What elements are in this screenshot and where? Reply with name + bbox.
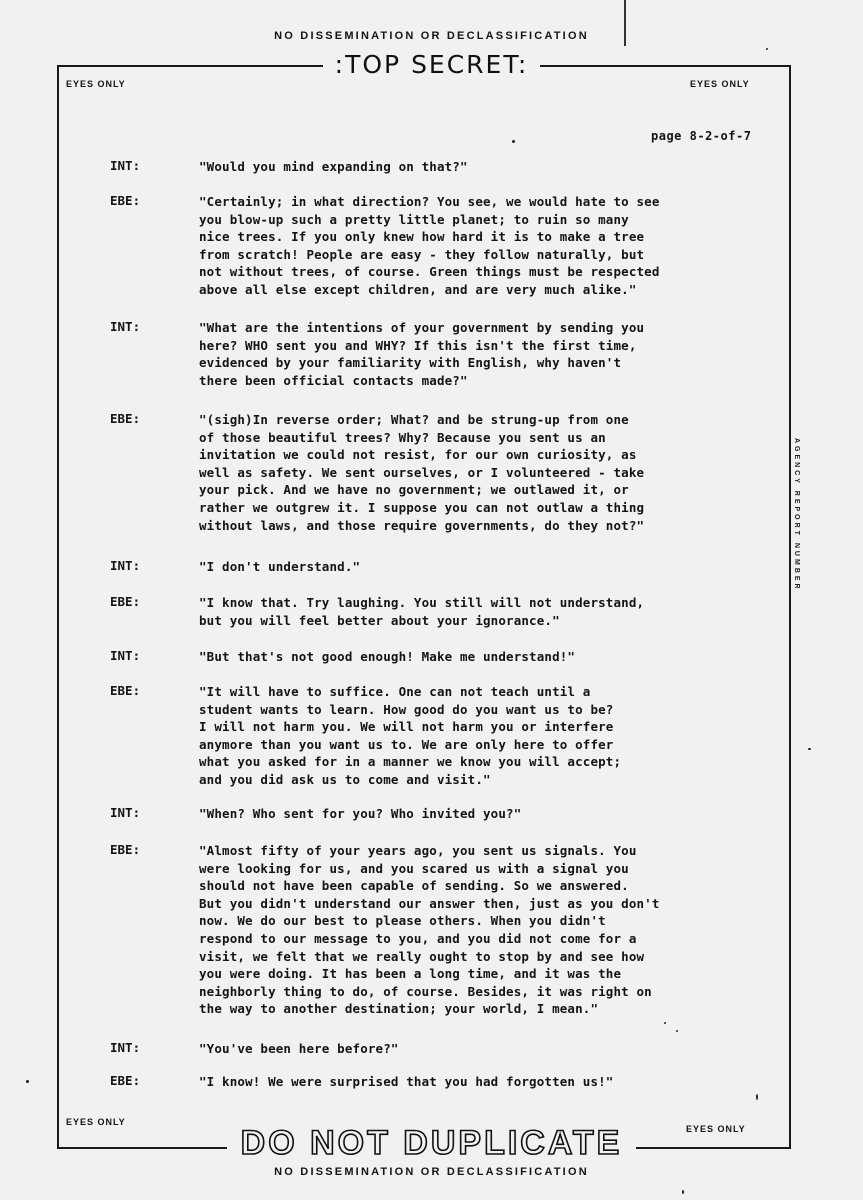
dialogue-text: "Would you mind expanding on that?" (199, 159, 468, 174)
scan-speck (682, 1190, 684, 1194)
scan-speck (512, 140, 515, 143)
dialogue-text: "(sigh)In reverse order; What? and be strung-up from one of those beautiful trees? Why? Because you sent us an invitation we could not resist, for our own curiosity, as well as safety. We sent ourselves, or I volunteered - take your pick. And we have no government; we outlawed it, or rather we outgrew it. I suppose you can not outlaw a thing without laws, and those require governments, do they not?" (199, 412, 645, 533)
speaker-label: INT: (110, 805, 141, 820)
dialogue-text: "It will have to suffice. One can not teach until a student wants to learn. How good do you want us to be? I will not harm you. We will not harm you or interfere anymore than you want us to. We are only here to offer what you asked for in a manner we know you will accept; and you did ask us to come and visit." (199, 684, 622, 787)
speaker-label: EBE: (110, 193, 141, 208)
scan-speck (664, 1022, 666, 1024)
eyes-only-bottom-right: EYES ONLY (686, 1124, 746, 1134)
speaker-label: INT: (110, 558, 141, 573)
eyes-only-top-right: EYES ONLY (690, 79, 750, 89)
scan-speck (766, 48, 768, 50)
dialogue-text: "When? Who sent for you? Who invited you?" (199, 806, 522, 821)
stamp-label: DO NOT DUPLICATE (227, 1124, 637, 1163)
scan-speck (676, 1030, 678, 1032)
classification-banner (0, 50, 863, 79)
dialogue-text: "I know! We were surprised that you had forgotten us!" (199, 1074, 614, 1089)
dialogue-text: "You've been here before?" (199, 1041, 399, 1056)
do-not-duplicate-stamp (0, 1124, 863, 1163)
dialogue-text: "Certainly; in what direction? You see, we would hate to see you blow-up such a pretty little planet; to ruin so many nice trees. If you only knew how hard it is to make a tree from scratch! People are easy - they follow naturally, but not without trees, of course. Green things must be respected above all else except children, and are very much alike." (199, 194, 660, 297)
dialogue-text: "But that's not good enough! Make me understand!" (199, 649, 576, 664)
dialogue-text: "Almost fifty of your years ago, you sent us signals. You were looking for us, and you scared us with a signal you should not have been capable of sending. So we answered. But you didn't understand our answer then, just as you don't now. We do our best to please others. When you didn't respond to our message to you, and you did not come for a visit, we felt that we really ought to stop by and see how you were doing. It has been a long time, and it was the neighborly thing to do, of course. Besides, it was right on the way to another destination; your world, I mean." (199, 843, 660, 1017)
dialogue-text: "What are the intentions of your government by sending you here? WHO sent you and WHY? If this isn't the first time, evidenced by your familiarity with English, why haven't there been official contacts made?" (199, 320, 645, 388)
speaker-label: EBE: (110, 411, 141, 426)
speaker-label: EBE: (110, 683, 141, 698)
speaker-label: EBE: (110, 1073, 141, 1088)
classification-label: :TOP SECRET: (323, 50, 541, 79)
speaker-label: EBE: (110, 594, 141, 609)
top-dissemination-notice: NO DISSEMINATION OR DECLASSIFICATION (274, 30, 589, 42)
bottom-dissemination-notice: NO DISSEMINATION OR DECLASSIFICATION (274, 1166, 589, 1178)
eyes-only-top-left: EYES ONLY (66, 79, 126, 89)
scan-speck (26, 1080, 29, 1083)
eyes-only-bottom-left: EYES ONLY (66, 1117, 126, 1127)
scan-speck (808, 748, 811, 750)
page-number: page 8-2-of-7 (651, 129, 752, 143)
margin-stamp: AGENCY REPORT NUMBER (793, 438, 800, 592)
dialogue-text: "I know that. Try laughing. You still will not understand, but you will feel better about your ignorance." (199, 595, 645, 628)
scan-speck (756, 1094, 758, 1100)
speaker-label: INT: (110, 158, 141, 173)
speaker-label: INT: (110, 319, 141, 334)
speaker-label: INT: (110, 1040, 141, 1055)
speaker-label: INT: (110, 648, 141, 663)
speaker-label: EBE: (110, 842, 141, 857)
dialogue-text: "I don't understand." (199, 559, 361, 574)
